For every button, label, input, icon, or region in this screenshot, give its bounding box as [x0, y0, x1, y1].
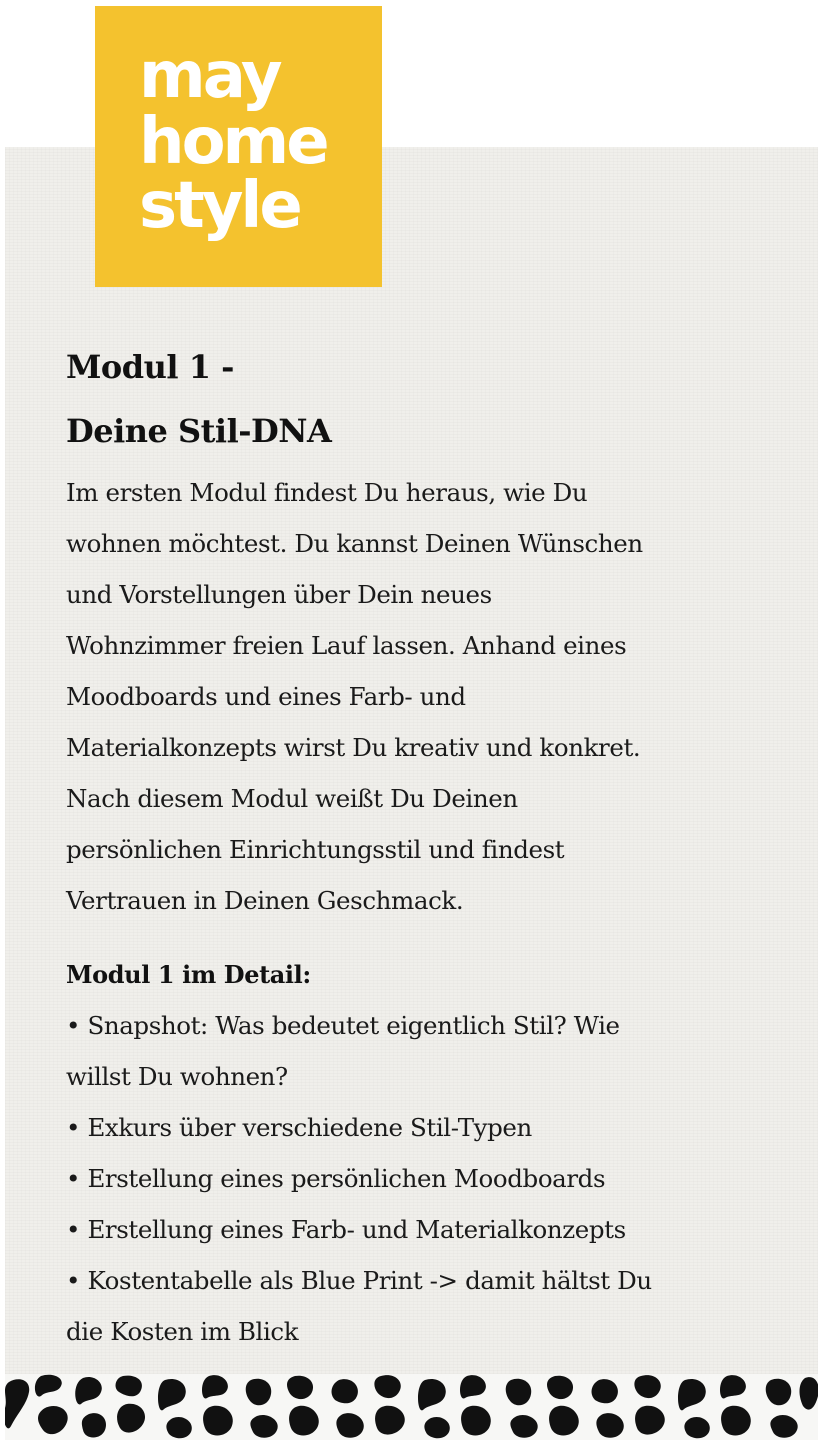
detail-list-item: • Snapshot: Was bedeutet eigentlich Stil? Wie	[66, 1011, 620, 1040]
detail-list	[66, 1000, 766, 1357]
module-title	[66, 335, 331, 463]
intro-line: Im ersten Modul findest Du heraus, wie Du	[66, 478, 588, 507]
logo-word-may: may	[139, 39, 280, 113]
leopard-print-pattern	[5, 1374, 818, 1440]
intro-line: Wohnzimmer freien Lauf lassen. Anhand eines	[66, 631, 627, 660]
detail-heading: Modul 1 im Detail:	[66, 960, 311, 989]
logo-word-home: home	[139, 105, 327, 179]
intro-line: persönlichen Einrichtungsstil und findest	[66, 835, 565, 864]
module-title-line-1: Modul 1 -	[66, 348, 234, 386]
module-intro-text	[66, 467, 766, 926]
detail-list-item: die Kosten im Blick	[66, 1317, 299, 1346]
intro-line: Materialkonzepts wirst Du kreativ und konkret.	[66, 733, 641, 762]
detail-list-item: willst Du wohnen?	[66, 1062, 288, 1091]
module-title-line-2: Deine Stil-DNA	[66, 412, 332, 450]
intro-line: Vertrauen in Deinen Geschmack.	[66, 886, 464, 915]
brand-logo[interactable]	[95, 6, 382, 287]
intro-line: Moodboards und eines Farb- und	[66, 682, 466, 711]
detail-list-item: • Kostentabelle als Blue Print -> damit hältst Du	[66, 1266, 652, 1295]
logo-word-style: style	[139, 169, 300, 243]
intro-line: Nach diesem Modul weißt Du Deinen	[66, 784, 518, 813]
detail-list-item: • Erstellung eines Farb- und Materialkonzepts	[66, 1215, 626, 1244]
detail-list-item: • Erstellung eines persönlichen Moodboards	[66, 1164, 606, 1193]
intro-line: und Vorstellungen über Dein neues	[66, 580, 492, 609]
intro-line: wohnen möchtest. Du kannst Deinen Wünschen	[66, 529, 643, 558]
detail-list-item: • Exkurs über verschiedene Stil-Typen	[66, 1113, 532, 1142]
leopard-pattern-strip	[5, 1374, 818, 1440]
